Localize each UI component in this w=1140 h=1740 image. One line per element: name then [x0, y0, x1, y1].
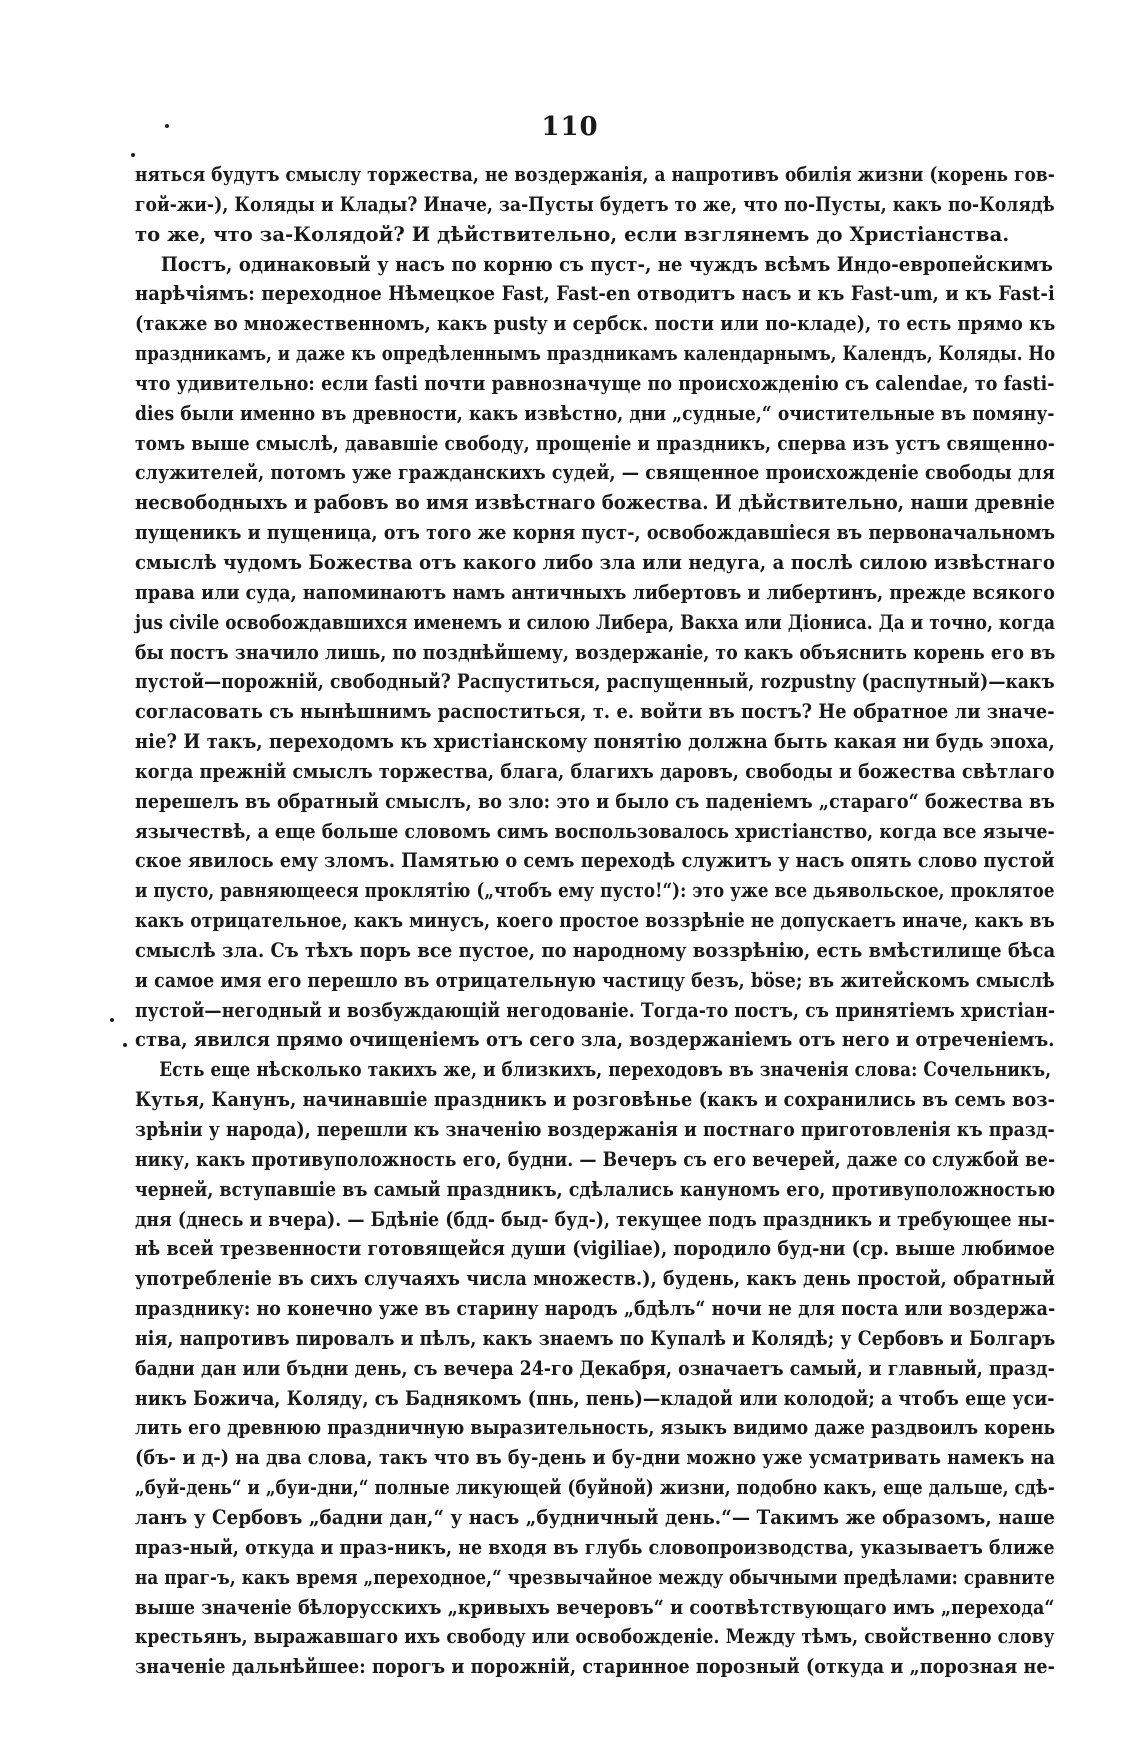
text-line: Постъ, одинаковый у насъ по корню съ пуст-, не чуждъ всѣмъ Индо-европейскимъ [160, 252, 1054, 276]
text-line: нику, какъ противуположность его, будни. — Вечеръ съ его вечерей, даже со службой ве- [135, 1147, 1056, 1171]
text-line: Есть еще нѣсколько такихъ же, и близкихъ, переходовъ въ значенія слова: Сочельникъ, [159, 1058, 1052, 1082]
page-number: 110 [541, 112, 599, 142]
text-line: гой-жи-), Коляды и Клады? Иначе, за-Пусты будетъ то же, что по-Пусты, какъ по-Колядѣ [135, 192, 1055, 216]
text-line: нія, напротивъ пировалъ и пѣлъ, какъ знаемъ по Купалѣ и Колядѣ; у Сербовъ и Болгаръ [135, 1326, 1056, 1350]
text-line: бы постъ значило лишь, по позднѣйшему, воздержаніе, то какъ объяснить корень его въ [135, 640, 1056, 664]
text-line: что удивительно: если fasti почти равнозначуще по происхожденію съ calendae, то fasti- [135, 371, 1055, 395]
text-line: смыслѣ чудомъ Божества отъ какого либо зла или недуга, а послѣ силою извѣстнаго [135, 550, 1056, 574]
text-line: согласовать съ нынѣшнимъ распоститься, т. е. войти въ постъ? Не обратное ли значе- [135, 700, 1055, 724]
text-line: черней, вступавшіе въ самый праздникъ, сдѣлались кануномъ его, противуположностью [135, 1177, 1056, 1201]
text-line: на праг-ъ, какъ время „переходное,“ чрезвычайное между обычными предѣлами: сравните [135, 1565, 1055, 1589]
text-line: нарѣчіямъ: переходное Нѣмецкое Fast, Fast-en отводитъ насъ и къ Fast-um, и къ Fast-i [135, 282, 1055, 306]
body-text [135, 160, 1055, 1682]
text-line: и пусто, равняющееся проклятію („чтобъ ему пусто!“): это уже все дьявольское, проклятое [135, 879, 1055, 903]
text-line: значеніе дальнѣйшее: порогъ и порожній, старинное порозный (откуда и „порозная не- [135, 1655, 1055, 1679]
text-line: jus civile освобождавшихся именемъ и силою Либера, Вакха или Діониса. Да и точно, когда [135, 610, 1056, 634]
text-line: и самое имя его перешло въ отрицательную частицу безъ, böse; въ житейскомъ смыслѣ [135, 968, 1055, 992]
text-line: ніе? И такъ, переходомъ къ христіанскому понятію должна быть какая ни будь эпоха, [135, 730, 1055, 754]
text-line: пустой—порожній, свободный? Распуститься, распущенный, rozpustny (распутный)—какъ [135, 670, 1055, 694]
text-line: dies были именно въ древности, какъ извѣстно, дни „судные,“ очистительные въ помяну- [135, 401, 1055, 425]
text-line: ства, явился прямо очищеніемъ отъ сего зла, воздержаніемъ отъ него и отреченіемъ. [135, 1028, 1055, 1052]
text-line: праздникамъ, и даже къ опредѣленнымъ праздникамъ календарнымъ, Календъ, Коляды. Но [135, 342, 1056, 366]
text-line: крестьянъ, выражавшаго ихъ свободу или освобожденіе. Между тѣмъ, свойственно слову [135, 1625, 1055, 1649]
print-speck [131, 153, 135, 157]
text-line: томъ выше смыслѣ, дававшіе свободу, прощеніе и праздникъ, сперва изъ устъ священно- [135, 431, 1055, 455]
text-line: нѣ всей трезвенности готовящейся души (vigiliae), породило буд-ни (ср. выше любимое [135, 1237, 1056, 1261]
text-line: Кутья, Канунъ, начинавшіе праздникъ и розговѣнье (какъ и сохранились въ семъ воз- [135, 1088, 1056, 1112]
text-line: ланъ у Сербовъ „бадни дан,“ у насъ „будничный день.“— Такимъ же образомъ, наше [135, 1505, 1055, 1529]
text-line: смыслѣ зла. Съ тѣхъ поръ все пустое, по народному воззрѣнію, есть вмѣстилище бѣса [135, 938, 1056, 962]
text-line: какъ отрицательное, какъ минусъ, коего простое воззрѣніе не допускаетъ иначе, какъ въ [135, 909, 1055, 933]
text-line: (бъ- и д-) на два слова, такъ что въ бу-день и бу-дни можно уже усматривать намекъ на [135, 1446, 1056, 1470]
text-line: несвободныхъ и рабовъ во имя извѣстнаго божества. И дѣйствительно, наши древніе [135, 491, 1056, 515]
text-line: перешелъ въ обратный смыслъ, во зло: это и было съ паденіемъ „стараго“ божества въ [135, 789, 1055, 813]
text-line: няться будутъ смыслу торжества, не воздержанія, а напротивъ обилія жизни (корень гов- [135, 163, 1055, 186]
text-line: выше значеніе бѣлорусскихъ „кривыхъ вечеровъ“ и соотвѣтствующаго имъ „перехода“ [135, 1595, 1055, 1619]
text-line: служителей, потомъ уже гражданскихъ судей, — священное происхожденіе свободы для [135, 461, 1055, 485]
text-line: никъ Божича, Коляду, съ Баднякомъ (пнь, пень)—кладой или колодой; а чтобъ еще уси- [135, 1386, 1055, 1410]
text-line: пущеникъ и пущеница, отъ того же корня пуст-, освобождавшіеся въ первоначальномъ [135, 521, 1056, 545]
text-line: дня (днесь и вчера). — Бдѣніе (бдд- быд- буд-), текущее подъ праздникъ и требующее ны- [135, 1207, 1055, 1231]
text-line: праз-ный, откуда и праз-никъ, не входя въ глубь словопроизводства, указываетъ ближе [135, 1535, 1055, 1559]
text-line: зрѣніи у народа), перешли къ значенію воздержанія и постнаго приготовленія къ празд- [135, 1118, 1055, 1141]
print-speck [165, 124, 169, 128]
text-line: то же, что за-Колядой? И дѣйствительно, если взглянемъ до Христіанства. [135, 222, 1010, 246]
text-line: употребленіе въ сихъ случаяхъ числа множеств.), будень, какъ день простой, обратный [135, 1267, 1055, 1291]
text-line: празднику: но конечно уже въ старину народъ „бдѣлъ“ ночи не для поста или воздержа- [135, 1297, 1056, 1321]
text-line: пустой—негодный и возбуждающій негодованіе. Тогда-то постъ, съ принятіемъ христіан- [135, 998, 1056, 1022]
text-line: права или суда, напоминаютъ намъ античныхъ либертовъ и либертинъ, прежде всякого [135, 580, 1055, 604]
text-line: язычествѣ, а еще больше словомъ симъ воспользовалось христіанство, когда все языче- [135, 819, 1055, 843]
text-line: бадни дан или бъдни день, съ вечера 24-го Декабря, означаетъ самый, и главный, празд- [135, 1356, 1055, 1380]
text-line: лить его древнюю праздничную выразительность, языкъ видимо даже раздвоилъ корень [135, 1416, 1056, 1440]
print-speck [123, 1043, 127, 1047]
text-line: „буй-день“ и „буи-дни,“ полные ликующей (буйной) жизни, подобно какъ, еще дальше, сдѣ- [135, 1476, 1055, 1500]
text-line: (также во множественномъ, какъ pusty и сербск. пости или по-кладе), то есть прямо къ [135, 312, 1056, 336]
text-line: когда прежній смыслъ торжества, блага, благихъ даровъ, свободы и божества свѣтлаго [135, 759, 1055, 783]
text-line: ское явилось ему зломъ. Памятью о семъ переходѣ служитъ у насъ опять слово пустой [135, 849, 1055, 873]
print-speck [110, 1018, 114, 1022]
